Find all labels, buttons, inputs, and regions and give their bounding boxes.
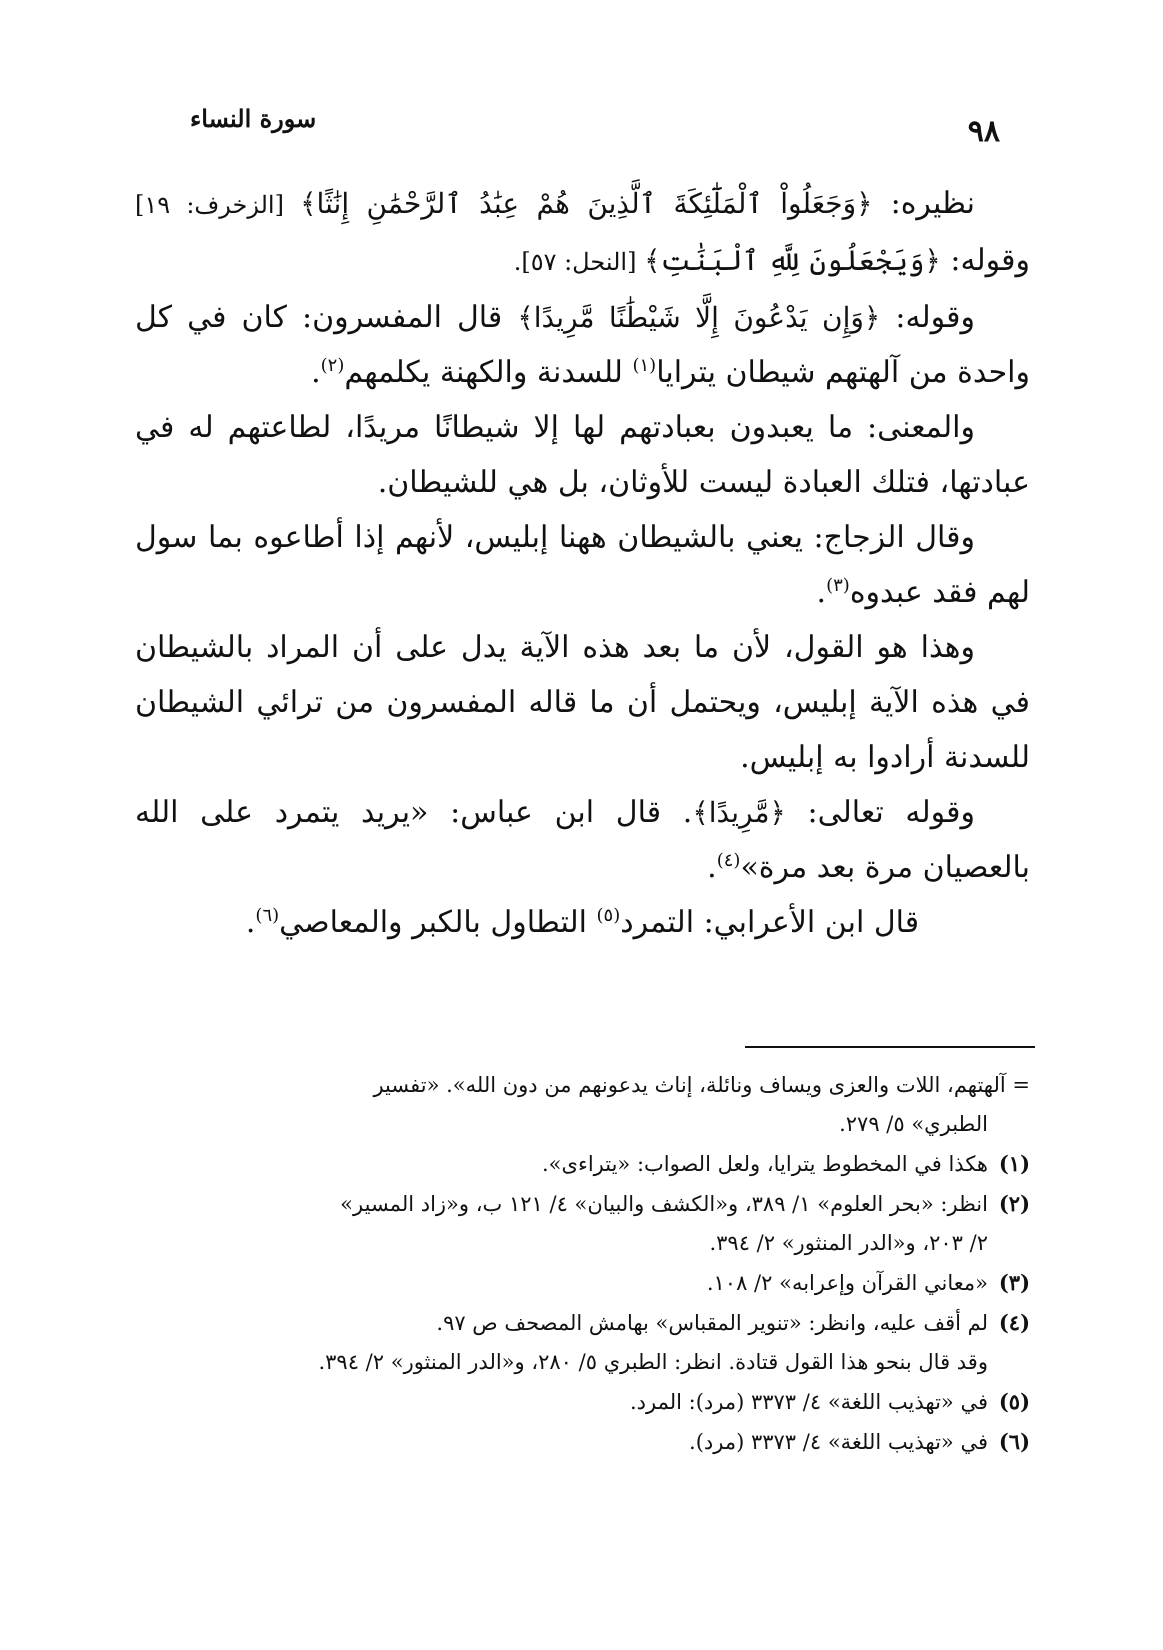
verse-reference-zukhruf: [الزخرف: ١٩] bbox=[135, 191, 301, 219]
p1-mid: وقوله: bbox=[940, 243, 1030, 278]
footnote-separator bbox=[745, 1046, 1035, 1048]
footnote-text: في «تهذيب اللغة» ٤/ ٣٣٧٣ (مرد): المرد. bbox=[629, 1390, 988, 1414]
footnote-continuation bbox=[135, 1066, 1030, 1144]
surah-title: سورة النساء bbox=[190, 104, 317, 133]
quran-verse-nisa-117: ﴿وَإِن يَدْعُونَ إِلَّا شَيْطَٰنًا مَّرِيدًا﴾ bbox=[517, 301, 881, 334]
footnote-number: (٦) bbox=[998, 1429, 1030, 1454]
footnote-text: «معاني القرآن وإعرابه» ٢/ ١٠٨. bbox=[706, 1271, 988, 1295]
p2-text-b: للسدنة والكهنة يكلمهم bbox=[344, 355, 633, 390]
p6-text: . قال ابن عباس: «يريد يتمرد على الله بالعصيان مرة بعد مرة» bbox=[135, 795, 1030, 885]
p1-lead: نظيره: bbox=[872, 186, 975, 221]
p6-end: . bbox=[707, 850, 717, 885]
paragraph-7 bbox=[135, 895, 1030, 950]
footnote-marker-6[interactable]: (٦) bbox=[255, 905, 280, 926]
footnotes bbox=[135, 1066, 1030, 1462]
footnote-4-extra: وقد قال بنحو هذا القول قتادة. انظر: الطبري ٥/ ٢٨٠، و«الدر المنثور» ٢/ ٣٩٤. bbox=[318, 1350, 988, 1374]
main-text bbox=[135, 176, 1030, 950]
paragraph-6 bbox=[135, 785, 1030, 895]
p2-text-a: قال المفسرون: كان في كل واحدة من آلهتهم شيطان يترايا bbox=[135, 300, 1030, 390]
footnote-continuation-line2: الطبري» ٥/ ٢٧٩. bbox=[839, 1112, 988, 1136]
p7-a: قال ابن الأعرابي: التمرد bbox=[620, 905, 920, 940]
paragraph-4 bbox=[135, 510, 1030, 620]
footnote-text: هكذا في المخطوط يترايا، ولعل الصواب: «يتراءى». bbox=[541, 1152, 988, 1176]
footnote-marker-1[interactable]: (١) bbox=[632, 355, 657, 376]
paragraph-1 bbox=[135, 176, 1030, 290]
footnote-continuation-line1: = آلهتهم، اللات والعزى ويساف ونائلة، إناث يدعونهم من دون الله». «تفسير bbox=[373, 1073, 1030, 1097]
p4-text: وقال الزجاج: يعني بالشيطان ههنا إبليس، لأنهم إذا أطاعوه بما سول لهم فقد عبدوه bbox=[135, 520, 1030, 610]
running-header bbox=[130, 100, 1030, 150]
footnote-2 bbox=[135, 1184, 1030, 1263]
footnote-6 bbox=[135, 1422, 1030, 1462]
quran-verse-nahl: ﴿وَيَجْعَلُونَ لِلَّهِ ٱلْبَنَٰتِ﴾ bbox=[644, 244, 941, 277]
paragraph-3: والمعنى: ما يعبدون بعبادتهم لها إلا شيطانًا مريدًا، لطاعتهم له في عبادتها، فتلك العبادة ليست للأوثان، بل هي للشيطان. bbox=[135, 410, 1030, 500]
page-number: ٩٨ bbox=[967, 114, 1000, 149]
p2-text-c: . bbox=[311, 355, 321, 390]
paragraph-5: وهذا هو القول، لأن ما بعد هذه الآية يدل على أن المراد بالشيطان في هذه الآية إبليس، ويحتمل أن ما قاله المفسرون من ترائي الشيطان للسدنة أرادوا به إبليس. bbox=[135, 630, 1030, 775]
footnote-text: لم أقف عليه، وانظر: «تنوير المقباس» بهامش المصحف ص ٩٧. bbox=[436, 1311, 988, 1335]
p6-lead: وقوله تعالى: bbox=[785, 795, 975, 830]
footnote-marker-3[interactable]: (٣) bbox=[826, 575, 850, 596]
footnote-text: في «تهذيب اللغة» ٤/ ٣٣٧٣ (مرد). bbox=[689, 1430, 988, 1454]
quran-word-marid: ﴿مَّرِيدًا﴾ bbox=[692, 796, 786, 829]
footnote-number: (٢) bbox=[998, 1191, 1030, 1216]
footnote-5 bbox=[135, 1382, 1030, 1422]
footnote-text: انظر: «بحر العلوم» ١/ ٣٨٩، و«الكشف والبيان» ٤/ ١٢١ ب، و«زاد المسير» bbox=[340, 1192, 988, 1216]
p7-b: التطاول بالكبر والمعاصي bbox=[279, 905, 597, 940]
footnote-4 bbox=[135, 1303, 1030, 1343]
footnote-text-line2: ٢/ ٢٠٣، و«الدر المنثور» ٢/ ٣٩٤. bbox=[709, 1231, 988, 1255]
footnote-3 bbox=[135, 1263, 1030, 1303]
p2-lead: وقوله: bbox=[880, 300, 976, 335]
paragraph-2 bbox=[135, 290, 1030, 400]
footnote-number: (٤) bbox=[998, 1310, 1030, 1335]
footnote-1 bbox=[135, 1144, 1030, 1184]
verse-reference-nahl: [النحل: ٥٧]. bbox=[513, 248, 645, 276]
footnote-number: (٥) bbox=[998, 1389, 1030, 1414]
footnote-marker-5[interactable]: (٥) bbox=[596, 905, 621, 926]
footnote-marker-4[interactable]: (٤) bbox=[716, 850, 741, 871]
footnote-marker-2[interactable]: (٢) bbox=[320, 355, 345, 376]
footnote-number: (٣) bbox=[998, 1270, 1030, 1295]
quran-verse-zukhruf: ﴿وَجَعَلُواْ ٱلْمَلَٰٓئِكَةَ ٱلَّذِينَ هُمْ عِبَٰدُ ٱلرَّحْمَٰنِ إِنَٰثًا﴾ bbox=[300, 187, 873, 220]
p7-end: . bbox=[245, 905, 256, 940]
footnote-number: (١) bbox=[998, 1151, 1030, 1176]
p4-end: . bbox=[816, 575, 827, 610]
